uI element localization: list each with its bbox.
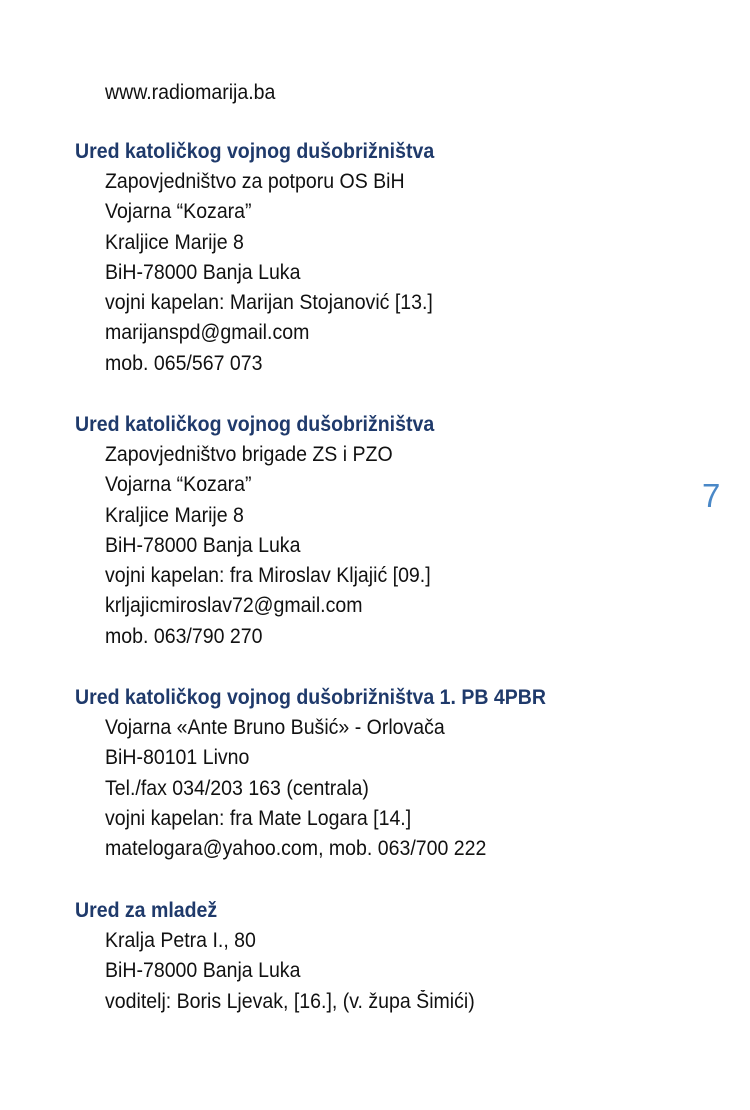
- chaplain-line: vojni kapelan: fra Miroslav Kljajić [09.]: [105, 564, 431, 588]
- address-line: Vojarna “Kozara”: [105, 473, 252, 497]
- section-youth-office: [75, 896, 695, 1017]
- address-lines: [75, 926, 695, 1017]
- phone-line: mob. 063/790 270: [105, 624, 263, 648]
- section-military-pastoral-office-1: [75, 137, 695, 379]
- address-line: BiH-78000 Banja Luka: [105, 959, 301, 983]
- leader-line: voditelj: Boris Ljevak, [16.], (v. župa Šimići): [105, 989, 475, 1013]
- email-phone-line: matelogara@yahoo.com, mob. 063/700 222: [105, 837, 487, 861]
- address-lines: [75, 440, 695, 652]
- phone-line: mob. 065/567 073: [105, 351, 263, 375]
- address-line: Vojarna «Ante Bruno Bušić» - Orlovača: [105, 716, 445, 739]
- chaplain-line: vojni kapelan: fra Mate Logara [14.]: [105, 806, 412, 830]
- section-heading: Ured katoličkog vojnog dušobrižništva: [75, 413, 435, 436]
- address-line: BiH-78000 Banja Luka: [105, 533, 301, 557]
- address-line: BiH-78000 Banja Luka: [105, 260, 301, 284]
- address-lines: [75, 713, 695, 864]
- section-heading: Ured katoličkog vojnog dušobrižništva 1. PB 4PBR: [75, 686, 546, 709]
- chaplain-line: vojni kapelan: Marijan Stojanović [13.]: [105, 291, 433, 315]
- section-heading: Ured za mladež: [75, 899, 218, 922]
- section-heading: Ured katoličkog vojnog dušobrižništva: [75, 140, 435, 163]
- address-line: BiH-80101 Livno: [105, 746, 250, 770]
- address-line: Kraljice Marije 8: [105, 230, 244, 254]
- section-military-pastoral-office-3: [75, 683, 695, 864]
- address-lines: [75, 167, 695, 379]
- phone-line: Tel./fax 034/203 163 (centrala): [105, 776, 369, 800]
- website-url: www.radiomarija.ba: [105, 81, 276, 104]
- email-line: krljajicmiroslav72@gmail.com: [105, 594, 363, 618]
- page-number: 7: [702, 477, 721, 514]
- address-line: Vojarna “Kozara”: [105, 200, 252, 224]
- address-line: Kraljice Marije 8: [105, 503, 244, 527]
- email-line: marijanspd@gmail.com: [105, 321, 310, 345]
- section-military-pastoral-office-2: [75, 410, 695, 652]
- address-line: Kralja Petra I., 80: [105, 929, 256, 952]
- address-line: Zapovjedništvo za potporu OS BiH: [105, 170, 405, 193]
- address-line: Zapovjedništvo brigade ZS i PZO: [105, 443, 393, 466]
